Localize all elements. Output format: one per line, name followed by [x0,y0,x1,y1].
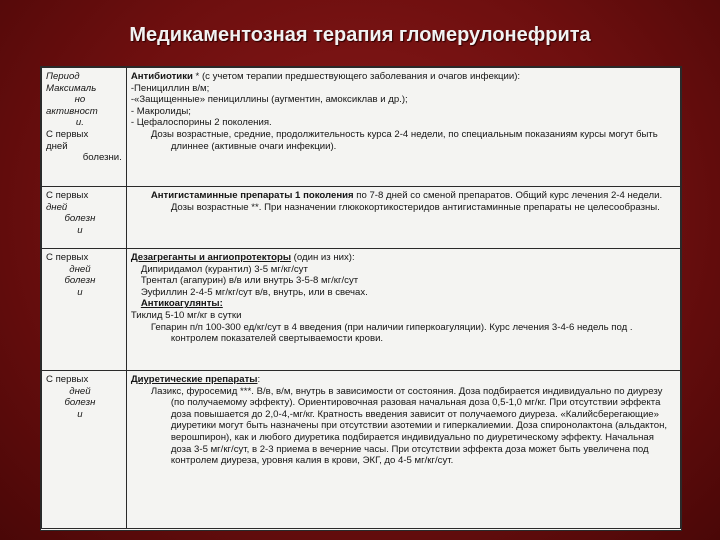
drug-line: Эуфиллин 2-4-5 мг/кг/сут в/в, внутрь, или в свечах. [140,286,368,298]
content-cell [126,249,680,371]
period-cell [42,249,127,371]
period-line: С первых [46,374,89,385]
table-row [42,68,681,187]
period-line: но [74,94,86,106]
section-heading: Антибиотики [130,71,193,82]
section-text: по 7-8 дней со сменой препаратов. Общий курс лечения 2-4 недели. Дозы возрастные **. При назначении глюкокортикостеридов антигистаминные препараты не целесообразны. [170,190,663,213]
drug-line: Дипиридамол (курантил) 3-5 мг/кг/сут [140,263,308,275]
period-line: дней [69,385,91,397]
period-line: болезн [64,397,96,409]
period-line: Максималь [46,82,97,94]
drug-line: Тиклид 5-10 мг/кг в сутки [130,309,242,321]
drug-line: Гепарин п/п 100-300 ед/кг/сут в 4 введения (при наличии гиперкоагуляции). Курс лечения 3-4-6 недель под . контролем показателей свертываемости крови. [150,321,633,345]
drug-line: -«Защищенные» пенициллины (аугментин, амоксиклав и др.); [130,94,408,106]
content-cell [126,68,680,187]
period-line: С первых [46,128,89,140]
table-row [42,249,681,371]
heading-note: * (с учетом терапии предшествующего заболевания и очагов инфекции): [192,71,521,82]
period-line: Период [46,71,80,82]
period-line: болезни. [82,152,122,164]
therapy-table [40,66,682,531]
period-line: болезн [64,275,96,287]
drug-line: Трентал (агапурин) в/в или внутрь 3-5-8 мг/кг/сут [140,275,359,287]
table-row [42,371,681,529]
section-heading: Диуретические препараты [130,374,258,385]
dosage-note: Дозы возрастные, средние, продолжительность курса 2-4 недели, по специальным показаниям курсы могут быть длиннее (активные очаги инфекции). [150,128,658,152]
period-line: С первых [46,252,89,263]
drug-line: - Цефалоспорины 2 поколения. [130,117,272,129]
period-line: дней [46,140,68,152]
period-cell [42,371,127,529]
period-line: и [77,224,83,236]
period-cell [42,187,127,249]
section-text: Лазикс, фуросемид ***. В/в, в/м, внутрь в зависимости от состояния. Доза подбирается индивидуально по диурезу (по получаемому эффекту). Ориентировочная разовая начальная доза 0,5-1,0 мг/кг. При отсутствии эффекта доза повышается до 2,0-4,-мг/кг. Кратность введения зависит от получаемого диуреза. «Калийсберегающие» диуретики могут быть назначены при отсутствии азотемии и гиперкалиемии. Доза спиронолактона (альдактон, верошпирон), как и любого диуретика подбирается индивидуально по диуретическому эффекту. Начальная доза 3-5 мг/кг/сут, в 2-3 приема в вечерние часы. При отсутствии эффекта доза может быть увеличена под контролем диуреза, уровня калия в крови, ЭКГ, до 4-5 мг/кг/сут. [150,385,668,467]
period-line: дней [46,201,68,213]
slide-title: Медикаментозная терапия гломерулонефрита [129,24,591,46]
period-line: болезн [64,213,96,225]
section-heading: Дезагреганты и ангиопротекторы [130,252,292,263]
period-cell [42,68,127,187]
anticoagulants-heading: Антикоагулянты: [140,298,223,310]
period-line: С первых [46,190,89,201]
period-line: и [77,408,83,420]
period-line: дней [69,263,91,275]
table-row [42,187,681,249]
section-heading: Антигистаминные препараты 1 поколения [150,190,354,201]
heading-note: : [257,374,261,385]
content-cell [126,187,680,249]
drug-line: - Макролиды; [130,105,191,117]
drug-line: -Пенициллин в/м; [130,82,210,94]
period-line: и. [75,117,84,129]
heading-note: (один из них): [291,252,355,263]
period-line: активност [46,105,98,117]
content-cell [126,371,680,529]
period-line: и [77,286,83,298]
